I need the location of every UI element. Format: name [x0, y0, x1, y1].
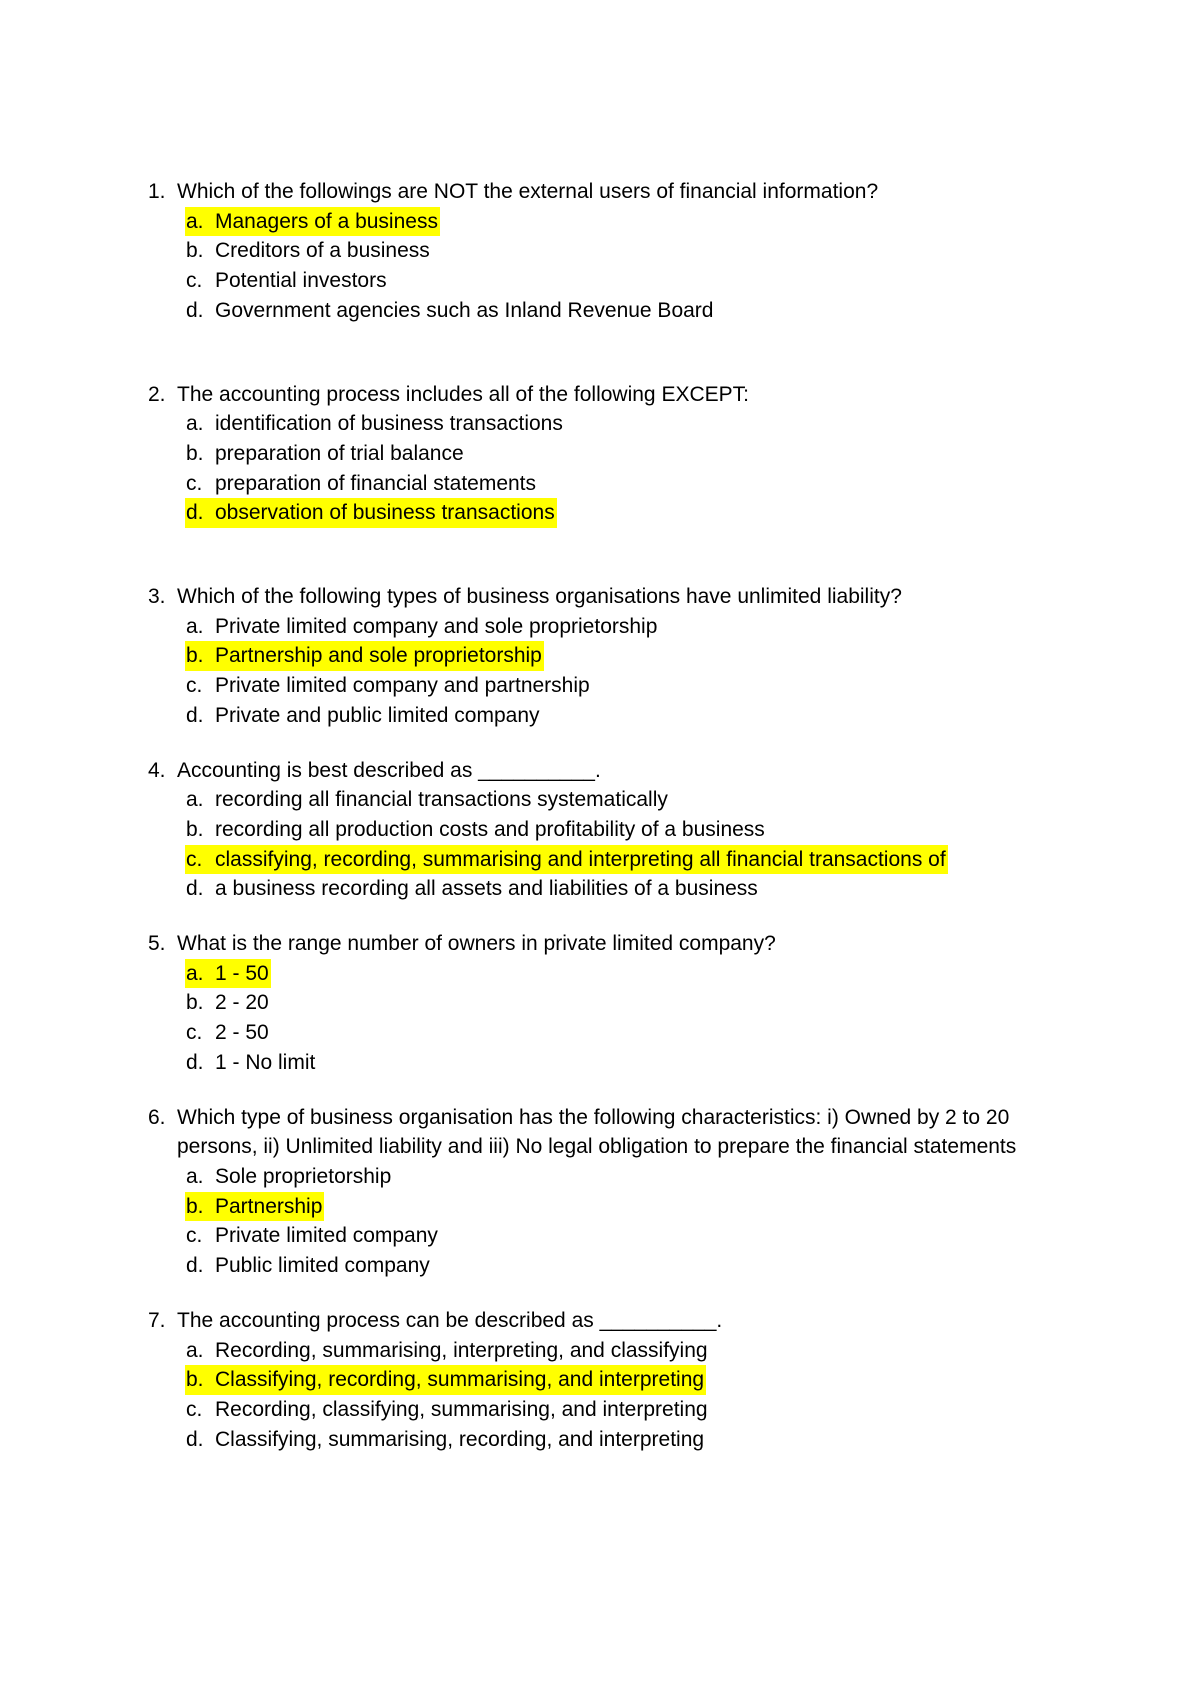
option-letter: d. [186, 877, 204, 901]
option-list [148, 409, 1088, 528]
option-text: Private and public limited company [215, 703, 540, 727]
question-2 [148, 380, 1088, 529]
option-item [185, 671, 1088, 701]
option-content [185, 1048, 317, 1078]
question-row [148, 1103, 1088, 1162]
highlighted-answer [185, 845, 948, 875]
option-letter: d. [186, 703, 204, 727]
option-letter: c. [186, 269, 203, 293]
option-letter: a. [186, 788, 204, 812]
option-content [185, 409, 565, 439]
question-list [148, 177, 1088, 1454]
option-content [185, 266, 389, 296]
question-7 [148, 1306, 1088, 1455]
question-4 [148, 756, 1088, 905]
option-letter: c. [186, 674, 203, 698]
question-text: Which of the followings are NOT the external users of financial information? [177, 180, 879, 203]
option-letter: b. [186, 991, 204, 1015]
question-1 [148, 177, 1088, 326]
option-letter: b. [186, 239, 204, 263]
option-item [185, 439, 1088, 469]
option-item [185, 612, 1088, 642]
option-text: identification of business transactions [215, 412, 563, 436]
option-letter: d. [186, 501, 204, 525]
option-content [185, 1425, 706, 1455]
option-content [185, 874, 760, 904]
question-3 [148, 582, 1088, 731]
question-text: The accounting process can be described as __________. [177, 1308, 723, 1332]
option-letter: c. [186, 847, 203, 871]
option-item [185, 1425, 1088, 1455]
option-item [185, 1221, 1088, 1251]
option-content [185, 439, 466, 469]
question-row [148, 929, 1088, 959]
question-number: 7. [148, 1308, 166, 1332]
option-text: Private limited company [215, 1224, 438, 1248]
option-letter: a. [186, 209, 204, 233]
question-number: 5. [148, 932, 166, 956]
option-list [148, 959, 1088, 1078]
question-text: Which type of business organisation has the following characteristics: i) Owned by 2 to 20 persons, ii) Unlimited liability and iii) No legal obligation to prepare the financial statements [177, 1105, 1017, 1159]
option-text: Government agencies such as Inland Revenue Board [215, 298, 714, 322]
option-text: Recording, summarising, interpreting, and classifying [215, 1338, 708, 1362]
question-number: 3. [148, 585, 166, 609]
option-item [185, 701, 1088, 731]
question-5 [148, 929, 1088, 1078]
option-content [185, 612, 659, 642]
question-text: What is the range number of owners in private limited company? [177, 932, 776, 956]
option-list [148, 1162, 1088, 1281]
option-item [185, 1365, 1088, 1395]
option-item [185, 959, 1088, 989]
option-content [185, 296, 715, 326]
option-text: Recording, classifying, summarising, and interpreting [215, 1397, 708, 1421]
option-content [185, 815, 767, 845]
option-text: Public limited company [215, 1254, 430, 1278]
option-text: observation of business transactions [215, 501, 555, 525]
option-item [185, 1251, 1088, 1281]
highlighted-answer [185, 641, 544, 671]
option-letter: d. [186, 1254, 204, 1278]
option-letter: a. [186, 1164, 204, 1188]
question-number: 6. [148, 1105, 166, 1129]
option-text: a business recording all assets and liabilities of a business [215, 877, 758, 901]
option-text: Managers of a business [215, 209, 438, 233]
option-text: Private limited company and partnership [215, 674, 590, 698]
option-item [185, 1162, 1088, 1192]
option-text: preparation of financial statements [215, 471, 537, 495]
option-text: Private limited company and sole proprietorship [215, 614, 658, 638]
option-letter: c. [186, 1397, 203, 1421]
question-6 [148, 1103, 1088, 1281]
option-item [185, 1336, 1088, 1366]
highlighted-answer [185, 498, 557, 528]
option-item [185, 815, 1088, 845]
option-item [185, 1395, 1088, 1425]
question-text: The accounting process includes all of the following EXCEPT: [177, 382, 749, 406]
option-item [185, 845, 1088, 875]
option-letter: c. [186, 1021, 203, 1045]
question-row [148, 380, 1088, 410]
option-content [185, 671, 592, 701]
option-content [185, 469, 538, 499]
option-content [185, 1018, 271, 1048]
option-letter: b. [186, 817, 204, 841]
option-content [185, 701, 542, 731]
option-item [185, 988, 1088, 1018]
option-letter: b. [186, 644, 204, 668]
question-number: 4. [148, 758, 166, 782]
option-letter: c. [186, 1224, 203, 1248]
option-item [185, 641, 1088, 671]
option-content [185, 1251, 432, 1281]
highlighted-answer [185, 1192, 324, 1222]
highlighted-answer [185, 207, 440, 237]
question-row [148, 756, 1088, 786]
option-list [148, 785, 1088, 904]
option-letter: d. [186, 1050, 204, 1074]
option-letter: a. [186, 614, 204, 638]
option-item [185, 207, 1088, 237]
question-row [148, 582, 1088, 612]
option-item [185, 874, 1088, 904]
question-row [148, 177, 1088, 207]
option-letter: a. [186, 961, 204, 985]
option-item [185, 296, 1088, 326]
option-content [185, 1162, 393, 1192]
option-content [185, 236, 432, 266]
option-letter: b. [186, 1194, 204, 1218]
highlighted-answer [185, 959, 271, 989]
question-text: Which of the following types of business organisations have unlimited liability? [177, 585, 902, 609]
option-content [185, 988, 271, 1018]
option-content [185, 1221, 440, 1251]
option-item [185, 785, 1088, 815]
option-text: Sole proprietorship [215, 1164, 392, 1188]
option-list [148, 1336, 1088, 1455]
option-content [185, 1336, 710, 1366]
option-letter: c. [186, 471, 203, 495]
option-text: Classifying, summarising, recording, and interpreting [215, 1427, 705, 1451]
option-letter: d. [186, 298, 204, 322]
option-letter: d. [186, 1427, 204, 1451]
option-item [185, 469, 1088, 499]
option-text: 2 - 20 [215, 991, 269, 1015]
option-letter: a. [186, 412, 204, 436]
option-text: Partnership and sole proprietorship [215, 644, 542, 668]
option-item [185, 266, 1088, 296]
option-item [185, 1018, 1088, 1048]
option-text: 1 - No limit [215, 1050, 316, 1074]
option-letter: b. [186, 441, 204, 465]
option-item [185, 236, 1088, 266]
question-text: Accounting is best described as __________. [177, 758, 601, 782]
question-number: 1. [148, 180, 166, 203]
option-text: Partnership [215, 1194, 323, 1218]
option-letter: b. [186, 1368, 204, 1392]
option-text: preparation of trial balance [215, 441, 464, 465]
option-letter: a. [186, 1338, 204, 1362]
option-item [185, 1048, 1088, 1078]
question-number: 2. [148, 382, 166, 406]
option-text: Classifying, recording, summarising, and interpreting [215, 1368, 705, 1392]
option-list [148, 612, 1088, 731]
question-row [148, 1306, 1088, 1336]
highlighted-answer [185, 1365, 706, 1395]
option-text: recording all production costs and profitability of a business [215, 817, 765, 841]
option-list [148, 207, 1088, 326]
option-text: Creditors of a business [215, 239, 430, 263]
option-text: 2 - 50 [215, 1021, 269, 1045]
option-text: Potential investors [215, 269, 387, 293]
option-text: 1 - 50 [215, 961, 269, 985]
option-content [185, 785, 670, 815]
option-item [185, 498, 1088, 528]
option-item [185, 1192, 1088, 1222]
option-content [185, 1395, 710, 1425]
option-text: recording all financial transactions systematically [215, 788, 668, 812]
option-text: classifying, recording, summarising and interpreting all financial transactions of [215, 847, 946, 871]
option-item [185, 409, 1088, 439]
